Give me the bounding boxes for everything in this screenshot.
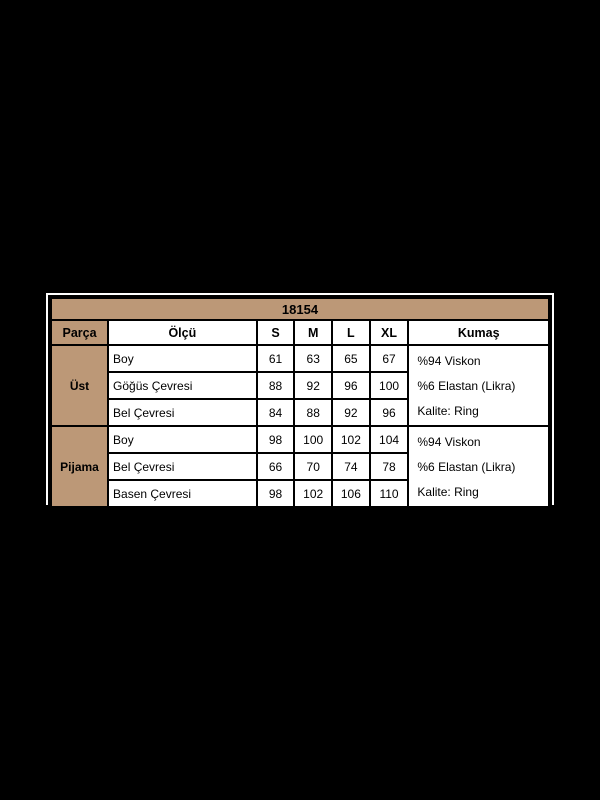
size-value-s: 88: [257, 372, 295, 399]
col-header-size-s: S: [257, 320, 295, 345]
size-value-xl: 78: [370, 453, 409, 480]
measure-label-pijama-basen: Basen Çevresi: [108, 480, 257, 508]
size-value-l: 74: [332, 453, 370, 480]
size-value-s: 61: [257, 345, 295, 372]
col-header-olcu: Ölçü: [108, 320, 257, 345]
col-header-size-xl: XL: [370, 320, 409, 345]
size-value-l: 96: [332, 372, 370, 399]
fabric-info-pijama: [408, 426, 550, 508]
fabric-line-elastan: %6 Elastan (Likra): [417, 378, 516, 393]
size-value-l: 106: [332, 480, 370, 508]
fabric-line-kalite: Kalite: Ring: [417, 484, 479, 499]
size-value-s: 98: [257, 480, 295, 508]
size-value-m: 88: [294, 399, 332, 426]
size-value-l: 65: [332, 345, 370, 372]
measure-label-ust-bel: Bel Çevresi: [108, 399, 257, 426]
size-chart-table: [48, 295, 552, 510]
col-header-kumas: Kumaş: [408, 320, 550, 345]
size-value-s: 98: [257, 426, 295, 453]
size-value-xl: 67: [370, 345, 409, 372]
size-value-m: 92: [294, 372, 332, 399]
measure-label-pijama-bel: Bel Çevresi: [108, 453, 257, 480]
size-value-m: 63: [294, 345, 332, 372]
size-value-xl: 104: [370, 426, 409, 453]
column-header-row: [50, 320, 550, 345]
table-row-pijama-boy: [50, 426, 550, 453]
col-header-parca: Parça: [50, 320, 108, 345]
title-row: [50, 297, 550, 320]
group-label-pijama: Pijama: [50, 426, 108, 508]
size-value-s: 84: [257, 399, 295, 426]
col-header-size-m: M: [294, 320, 332, 345]
size-value-m: 102: [294, 480, 332, 508]
size-value-s: 66: [257, 453, 295, 480]
col-header-size-l: L: [332, 320, 370, 345]
fabric-line-kalite: Kalite: Ring: [417, 403, 479, 418]
fabric-line-viskon: %94 Viskon: [417, 353, 481, 368]
size-value-l: 102: [332, 426, 370, 453]
group-label-ust: Üst: [50, 345, 108, 426]
measure-label-ust-gogus: Göğüs Çevresi: [108, 372, 257, 399]
size-value-l: 92: [332, 399, 370, 426]
size-value-m: 100: [294, 426, 332, 453]
table-row-ust-boy: [50, 345, 550, 372]
measure-label-pijama-boy: Boy: [108, 426, 257, 453]
fabric-line-elastan: %6 Elastan (Likra): [417, 459, 516, 474]
size-value-xl: 110: [370, 480, 409, 508]
measure-label-ust-boy: Boy: [108, 345, 257, 372]
fabric-line-viskon: %94 Viskon: [417, 434, 481, 449]
size-value-xl: 100: [370, 372, 409, 399]
size-chart-frame: [46, 293, 554, 505]
fabric-info-ust: [408, 345, 550, 426]
size-value-xl: 96: [370, 399, 409, 426]
size-value-m: 70: [294, 453, 332, 480]
product-code: 18154: [50, 297, 550, 320]
